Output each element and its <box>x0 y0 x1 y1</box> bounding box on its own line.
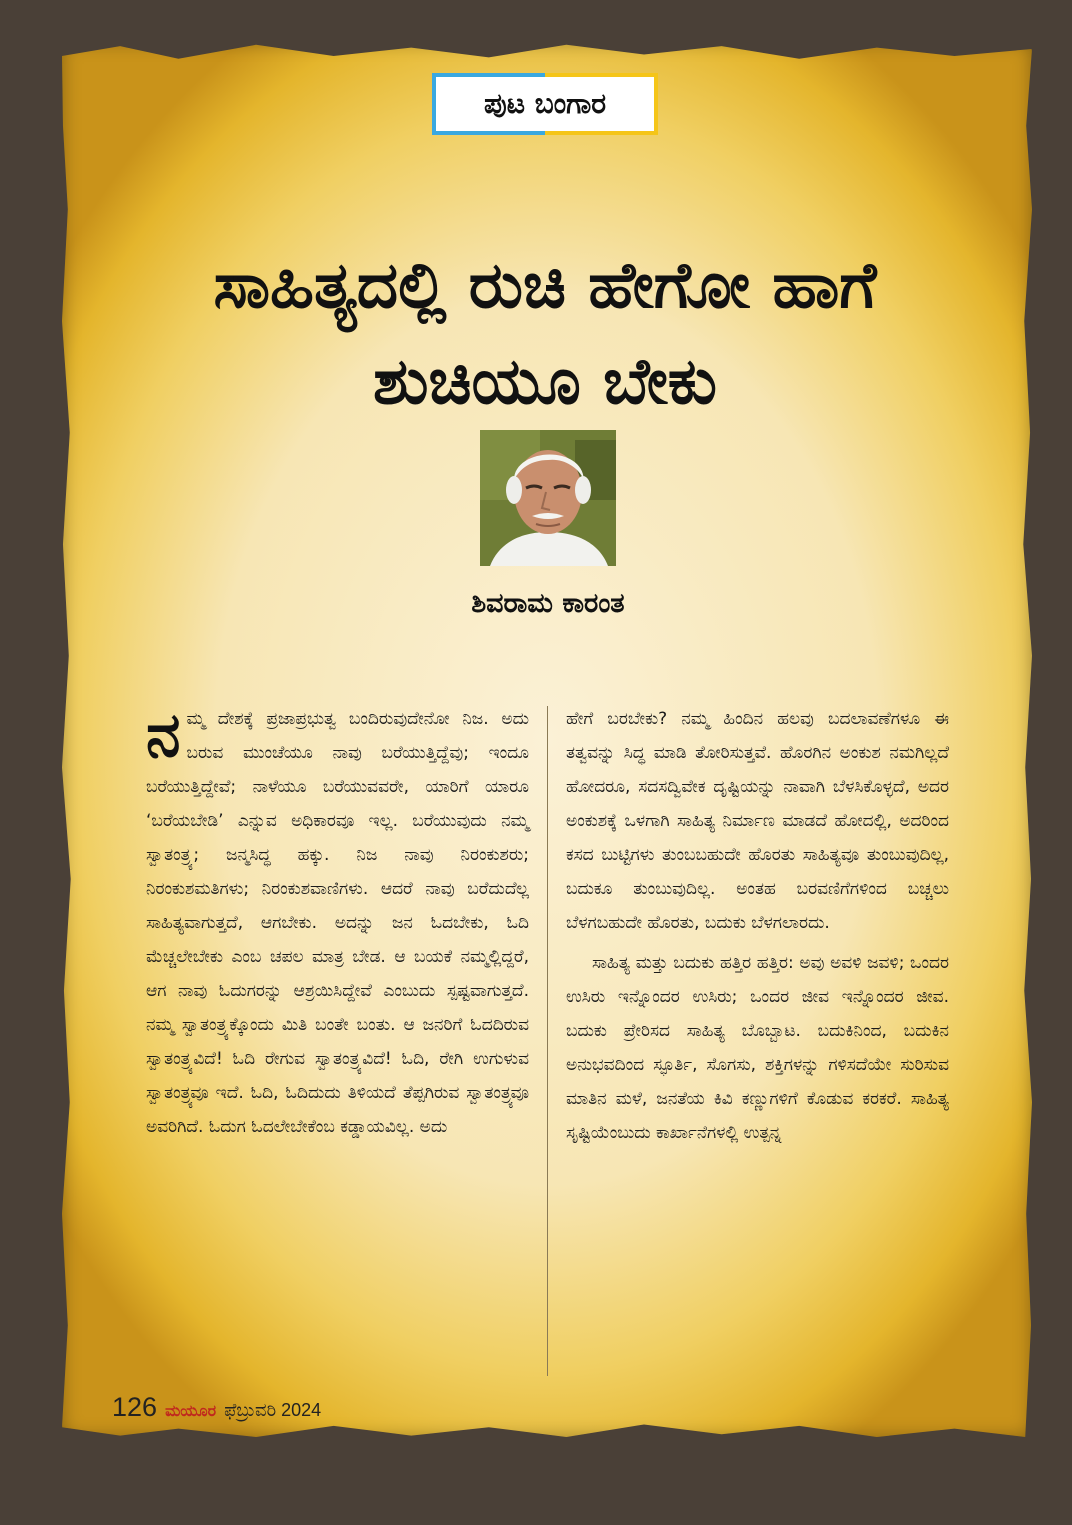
article-paragraph: ಹೇಗೆ ಬರಬೇಕು? ನಮ್ಮ ಹಿಂದಿನ ಹಲವು ಬದಲಾವಣೆಗಳೂ ಈ ತತ್ವವನ್ನು ಸಿದ್ಧ ಮಾಡಿ ತೋರಿಸುತ್ತವೆ. ಹೊರಗಿನ ಅಂಕುಶ ನಮಗಿಲ್ಲದೆ ಹೋದರೂ, ಸದಸದ್ವಿವೇಕ ದೃಷ್ಟಿಯನ್ನು ನಾವಾಗಿ ಬೆಳಸಿಕೊಳ್ಳದೆ, ಅದರ ಅಂಕುಶಕ್ಕೆ ಒಳಗಾಗಿ ಸಾಹಿತ್ಯ ನಿರ್ಮಾಣ ಮಾಡದೆ ಹೋದಲ್ಲಿ, ಅದರಿಂದ ಕಸದ ಬುಟ್ಟಿಗಳು ತುಂಬಬಹುದೇ ಹೊರತು ಸಾಹಿತ್ಯವೂ ತುಂಬುವುದಿಲ್ಲ, ಬದುಕೂ ತುಂಬುವುದಿಲ್ಲ. ಅಂತಹ ಬರವಣಿಗೆಗಳಿಂದ ಬಚ್ಚಲು ಬೆಳಗಬಹುದೇ ಹೊರತು, ಬದುಕು ಬೆಳಗಲಾರದು. <box>566 709 949 933</box>
page-footer <box>112 1392 321 1423</box>
section-tag <box>432 73 658 135</box>
headline-line-2: ಶುಚಿಯೂ ಬೇಕು <box>373 345 717 419</box>
magazine-logo: ಮಯೂರ <box>165 1403 217 1420</box>
paragraph-text: ಮ್ಮ ದೇಶಕ್ಕೆ ಪ್ರಜಾಪ್ರಭುತ್ವ ಬಂದಿರುವುದೇನೋ ನಿಜ. ಅದು ಬರುವ ಮುಂಚೆಯೂ ನಾವು ಬರೆಯುತ್ತಿದ್ದೆವು; ಇಂದೂ ಬರೆಯುತ್ತಿದ್ದೇವೆ; ನಾಳೆಯೂ ಬರೆಯುವವರೇ, ಯಾರಿಗೆ ಯಾರೂ ‘ಬರೆಯಬೇಡಿ’ ಎನ್ನುವ ಅಧಿಕಾರವೂ ಇಲ್ಲ. ಬರೆಯುವುದು ನಮ್ಮ ಸ್ವಾತಂತ್ರ್ಯ; ಜನ್ಮಸಿದ್ಧ ಹಕ್ಕು. ನಿಜ ನಾವು ನಿರಂಕುಶರು; ನಿರಂಕುಶಮತಿಗಳು; ನಿರಂಕುಶವಾಣಿಗಳು. ಆದರೆ ನಾವು ಬರೆದುದೆಲ್ಲ ಸಾಹಿತ್ಯವಾಗುತ್ತದೆ, ಆಗಬೇಕು. ಅದನ್ನು ಜನ ಓದಬೇಕು, ಓದಿ ಮೆಚ್ಚಲೇಬೇಕು ಎಂಬ ಚಪಲ ಮಾತ್ರ ಬೇಡ. ಆ ಬಯಕೆ ನಮ್ಮಲ್ಲಿದ್ದರೆ, ಆಗ ನಾವು ಓದುಗರನ್ನು ಆಶ್ರಯಿಸಿದ್ದೇವೆ ಎಂಬುದು ಸ್ಪಷ್ಟವಾಗುತ್ತದೆ. ನಮ್ಮ ಸ್ವಾತಂತ್ರ್ಯಕ್ಕೊಂದು ಮಿತಿ ಬಂತೇ ಬಂತು. ಆ ಜನರಿಗೆ ಓದದಿರುವ ಸ್ವಾತಂತ್ರ್ಯವಿದೆ! ಓದಿ ರೇಗುವ ಸ್ವಾತಂತ್ರ್ಯವಿದೆ! ಓದಿ, ರೇಗಿ ಉಗುಳುವ ಸ್ವಾತಂತ್ರ್ಯವೂ ಇದೆ. ಓದಿ, ಓದಿದುದು ತಿಳಿಯದೆ ತೆಪ್ಪಗಿರುವ ಸ್ವಾತಂತ್ರ್ಯವೂ ಅವರಿಗಿದೆ. ಓದುಗ ಓದಲೇಬೇಕೆಂಬ ಕಡ್ಡಾಯವಿಲ್ಲ. ಅದು <box>146 709 529 1137</box>
author-portrait <box>480 430 616 566</box>
drop-cap: ನ <box>146 698 181 771</box>
page-number: 126 <box>112 1392 158 1422</box>
headline-line-1: ಸಾಹಿತ್ಯದಲ್ಲಿ ರುಚಿ ಹೇಗೋ ಹಾಗೆ <box>213 249 877 323</box>
article-column-right <box>566 702 949 1150</box>
article-paragraph: ಸಾಹಿತ್ಯ ಮತ್ತು ಬದುಕು ಹತ್ತಿರ ಹತ್ತಿರ: ಅವು ಅವಳಿ ಜವಳಿ; ಒಂದರ ಉಸಿರು ಇನ್ನೊಂದರ ಉಸಿರು; ಒಂದರ ಜೀವ ಇನ್ನೊಂದರ ಜೀವ. ಬದುಕು ಪ್ರೇರಿಸದ ಸಾಹಿತ್ಯ ಬೊಬ್ಬಾಟ. ಬದುಕಿನಿಂದ, ಬದುಕಿನ ಅನುಭವದಿಂದ ಸ್ಫೂರ್ತಿ, ಸೊಗಸು, ಶಕ್ತಿಗಳನ್ನು ಗಳಿಸದೆಯೇ ಸುರಿಸುವ ಮಾತಿನ ಮಳೆ, ಜನತೆಯ ಕಿವಿ ಕಣ್ಣುಗಳಿಗೆ ಕೊಡುವ ಕರಕರೆ. ಸಾಹಿತ್ಯ ಸೃಷ್ಟಿಯೆಂಬುದು ಕಾರ್ಖಾನೆಗಳಲ್ಲಿ ಉತ್ಪನ್ನ <box>566 953 949 1143</box>
issue-date: ಫೆಬ್ರುವರಿ 2024 <box>224 1400 322 1420</box>
headline <box>90 238 1000 430</box>
author-name: ಶಿವರಾಮ ಕಾರಂತ <box>471 588 625 619</box>
portrait-illustration <box>480 430 616 566</box>
article-paragraph <box>146 698 529 1144</box>
column-divider <box>547 706 548 1376</box>
section-tag-label: ಪುಟ ಬಂಗಾರ <box>436 77 654 131</box>
article-column-left <box>146 698 529 1144</box>
